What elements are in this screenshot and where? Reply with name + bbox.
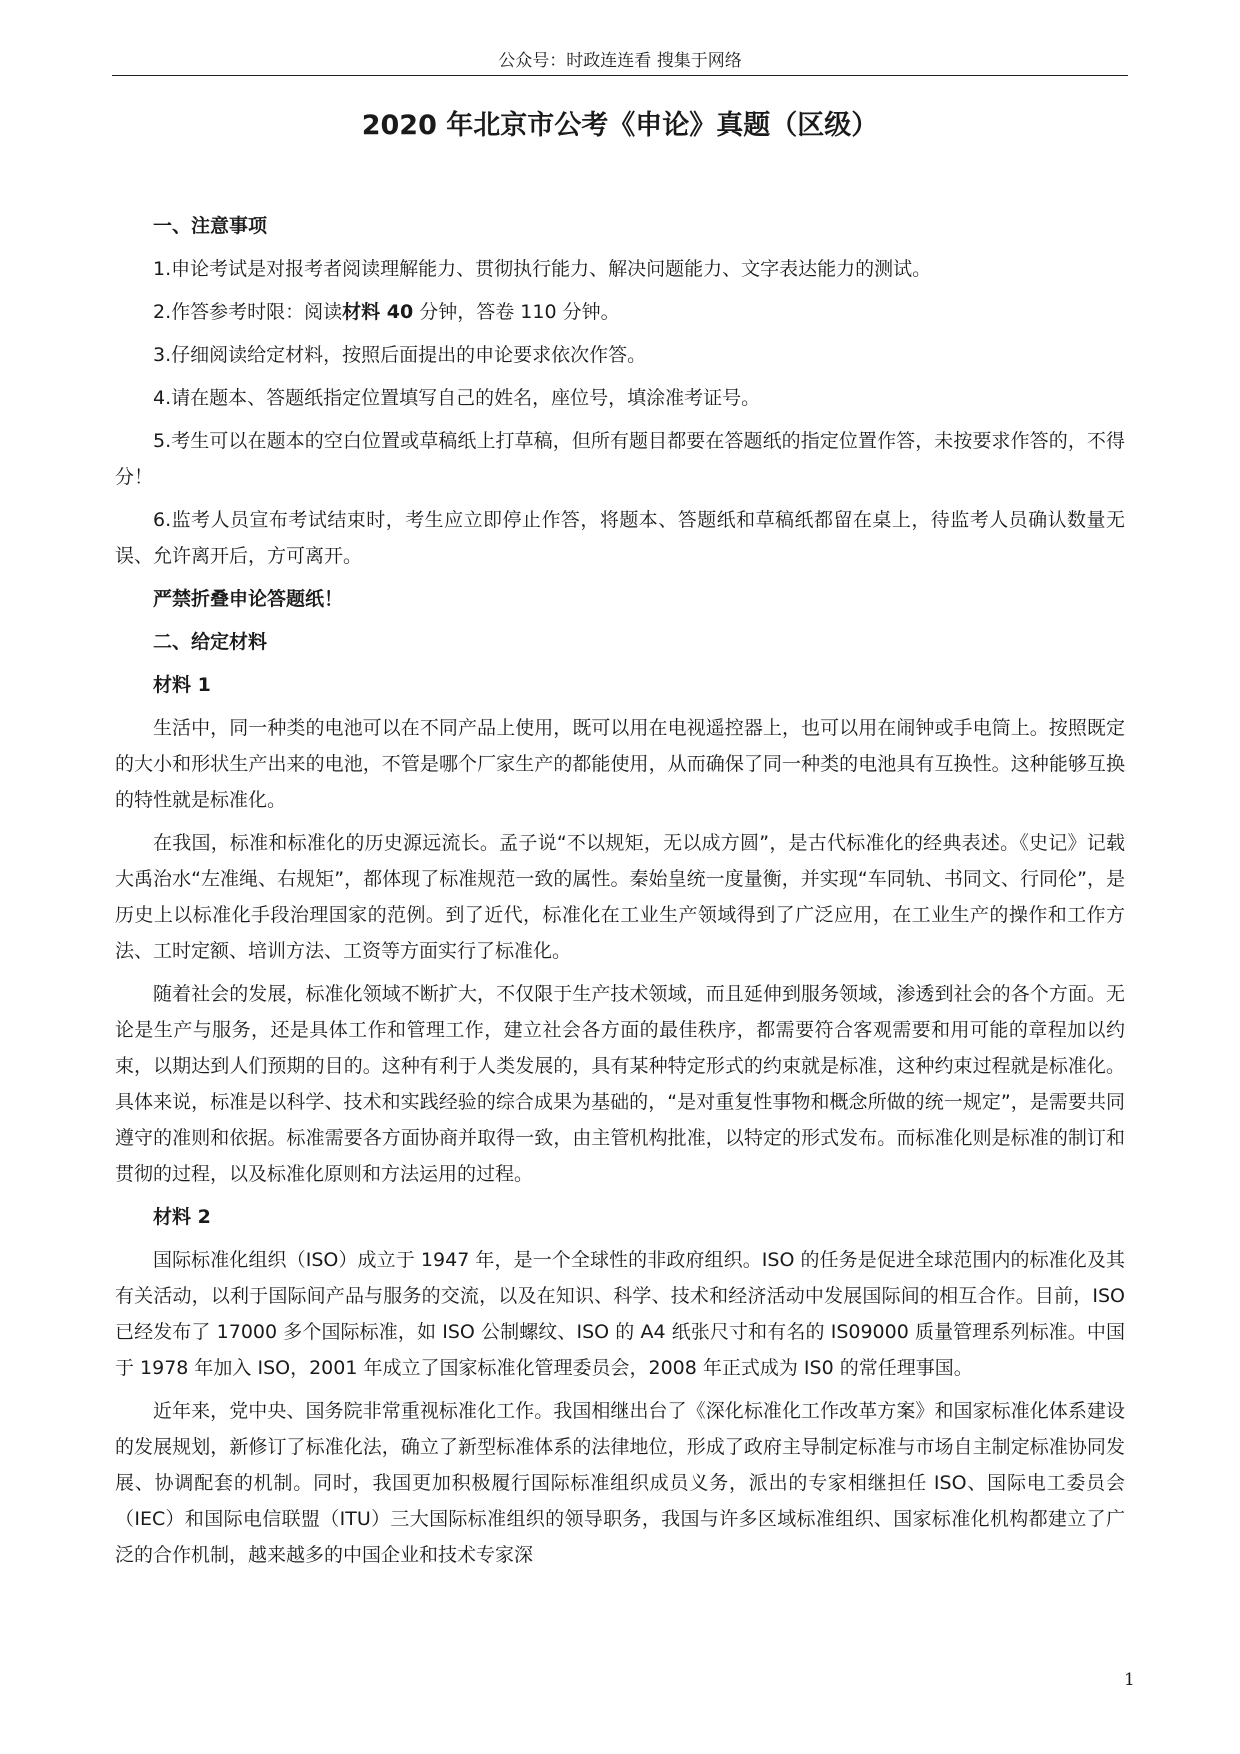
notice-item-1: 1.申论考试是对报考者阅读理解能力、贯彻执行能力、解决问题能力、文字表达能力的测试。 xyxy=(153,258,932,280)
document-title: 2020 年北京市公考《申论》真题（区级） xyxy=(361,110,879,141)
material-2-heading: 材料 2 xyxy=(153,1206,211,1228)
document-body xyxy=(115,208,1125,1580)
material-1-paragraph-3: 随着社会的发展，标准化领域不断扩大，不仅限于生产技术领域，而且延伸到服务领域，渗透到社会的各个方面。无论是生产与服务，还是具体工作和管理工作，建立社会各方面的最佳秩序，都需要符合客观需要和用可能的章程加以约束，以期达到人们预期的目的。这种有利于人类发展的，具有某种特定形式的约束就是标准，这种约束过程就是标准化。具体来说，标准是以科学、技术和实践经验的综合成果为基础的，“是对重复性事物和概念所做的统一规定”，是需要共同遵守的准则和依据。标准需要各方面协商并取得一致，由主管机构批准，以特定的形式发布。而标准化则是标准的制订和贯彻的过程，以及标准化原则和方法运用的过程。 xyxy=(115,983,1125,1185)
material-1-paragraph-1: 生活中，同一种类的电池可以在不同产品上使用，既可以用在电视遥控器上，也可以用在闹钟或手电筒上。按照既定的大小和形状生产出来的电池，不管是哪个厂家生产的都能使用，从而确保了同一种类的电池具有互换性。这种能够互换的特性就是标准化。 xyxy=(115,717,1125,811)
materials-heading: 二、给定材料 xyxy=(153,631,268,653)
notice-item-6: 6.监考人员宣布考试结束时，考生应立即停止作答，将题本、答题纸和草稿纸都留在桌上，待监考人员确认数量无误、允许离开后，方可离开。 xyxy=(115,509,1125,567)
notice-item-5: 5.考生可以在题本的空白位置或草稿纸上打草稿，但所有题目都要在答题纸的指定位置作答，未按要求作答的，不得分！ xyxy=(115,430,1125,488)
page-number: 1 xyxy=(1124,1670,1135,1690)
notice-item-2-text-b: 分钟，答卷 110 分钟。 xyxy=(413,301,620,323)
notice-item-2-text-a: 2.作答参考时限：阅读 xyxy=(153,301,343,323)
material-2-paragraph-1: 国际标准化组织（ISO）成立于 1947 年，是一个全球性的非政府组织。ISO 的任务是促进全球范围内的标准化及其有关活动，以利于国际间产品与服务的交流，以及在知识、科学、技术和经济活动中发展国际间的相互合作。目前，ISO 已经发布了 17000 多个国际标准，如 ISO 公制螺纹、ISO 的 A4 纸张尺寸和有名的 IS09000 质量管理系列标准。中国于 1978 年加入 ISO，2001 年成立了国家标准化管理委员会，2008 年正式成为 IS0 的常任理事国。 xyxy=(115,1249,1125,1379)
notice-heading: 一、注意事项 xyxy=(153,215,268,237)
notice-item-2-bold: 材料 40 xyxy=(342,301,414,323)
material-1-paragraph-2: 在我国，标准和标准化的历史源远流长。孟子说“不以规矩，无以成方圆”，是古代标准化的经典表述。《史记》记载大禹治水“左准绳、右规矩”，都体现了标准规范一致的属性。秦始皇统一度量衡，并实现“车同轨、书同文、行同伦”，是历史上以标准化手段治理国家的范例。到了近代，标准化在工业生产领域得到了广泛应用，在工业生产的操作和工作方法、工时定额、培训方法、工资等方面实行了标准化。 xyxy=(115,832,1125,962)
material-2-paragraph-2: 近年来，党中央、国务院非常重视标准化工作。我国相继出台了《深化标准化工作改革方案》和国家标准化体系建设的发展规划，新修订了标准化法，确立了新型标准体系的法律地位，形成了政府主导制定标准与市场自主制定标准协同发展、协调配套的机制。同时，我国更加积极履行国际标准组织成员义务，派出的专家相继担任 ISO、国际电工委员会（IEC）和国际电信联盟（ITU）三大国际标准组织的领导职务，我国与许多区域标准组织、国家标准化机构都建立了广泛的合作机制，越来越多的中国企业和技术专家深 xyxy=(115,1400,1125,1566)
notice-item-3: 3.仔细阅读给定材料，按照后面提出的申论要求依次作答。 xyxy=(153,344,647,366)
header-divider xyxy=(112,75,1128,76)
notice-warning: 严禁折叠申论答题纸！ xyxy=(153,588,344,610)
page-header: 公众号：时政连连看 搜集于网络 xyxy=(498,51,742,71)
material-1-heading: 材料 1 xyxy=(153,674,211,696)
notice-item-4: 4.请在题本、答题纸指定位置填写自己的姓名，座位号，填涂准考证号。 xyxy=(153,387,761,409)
notice-item-2 xyxy=(115,294,1125,330)
